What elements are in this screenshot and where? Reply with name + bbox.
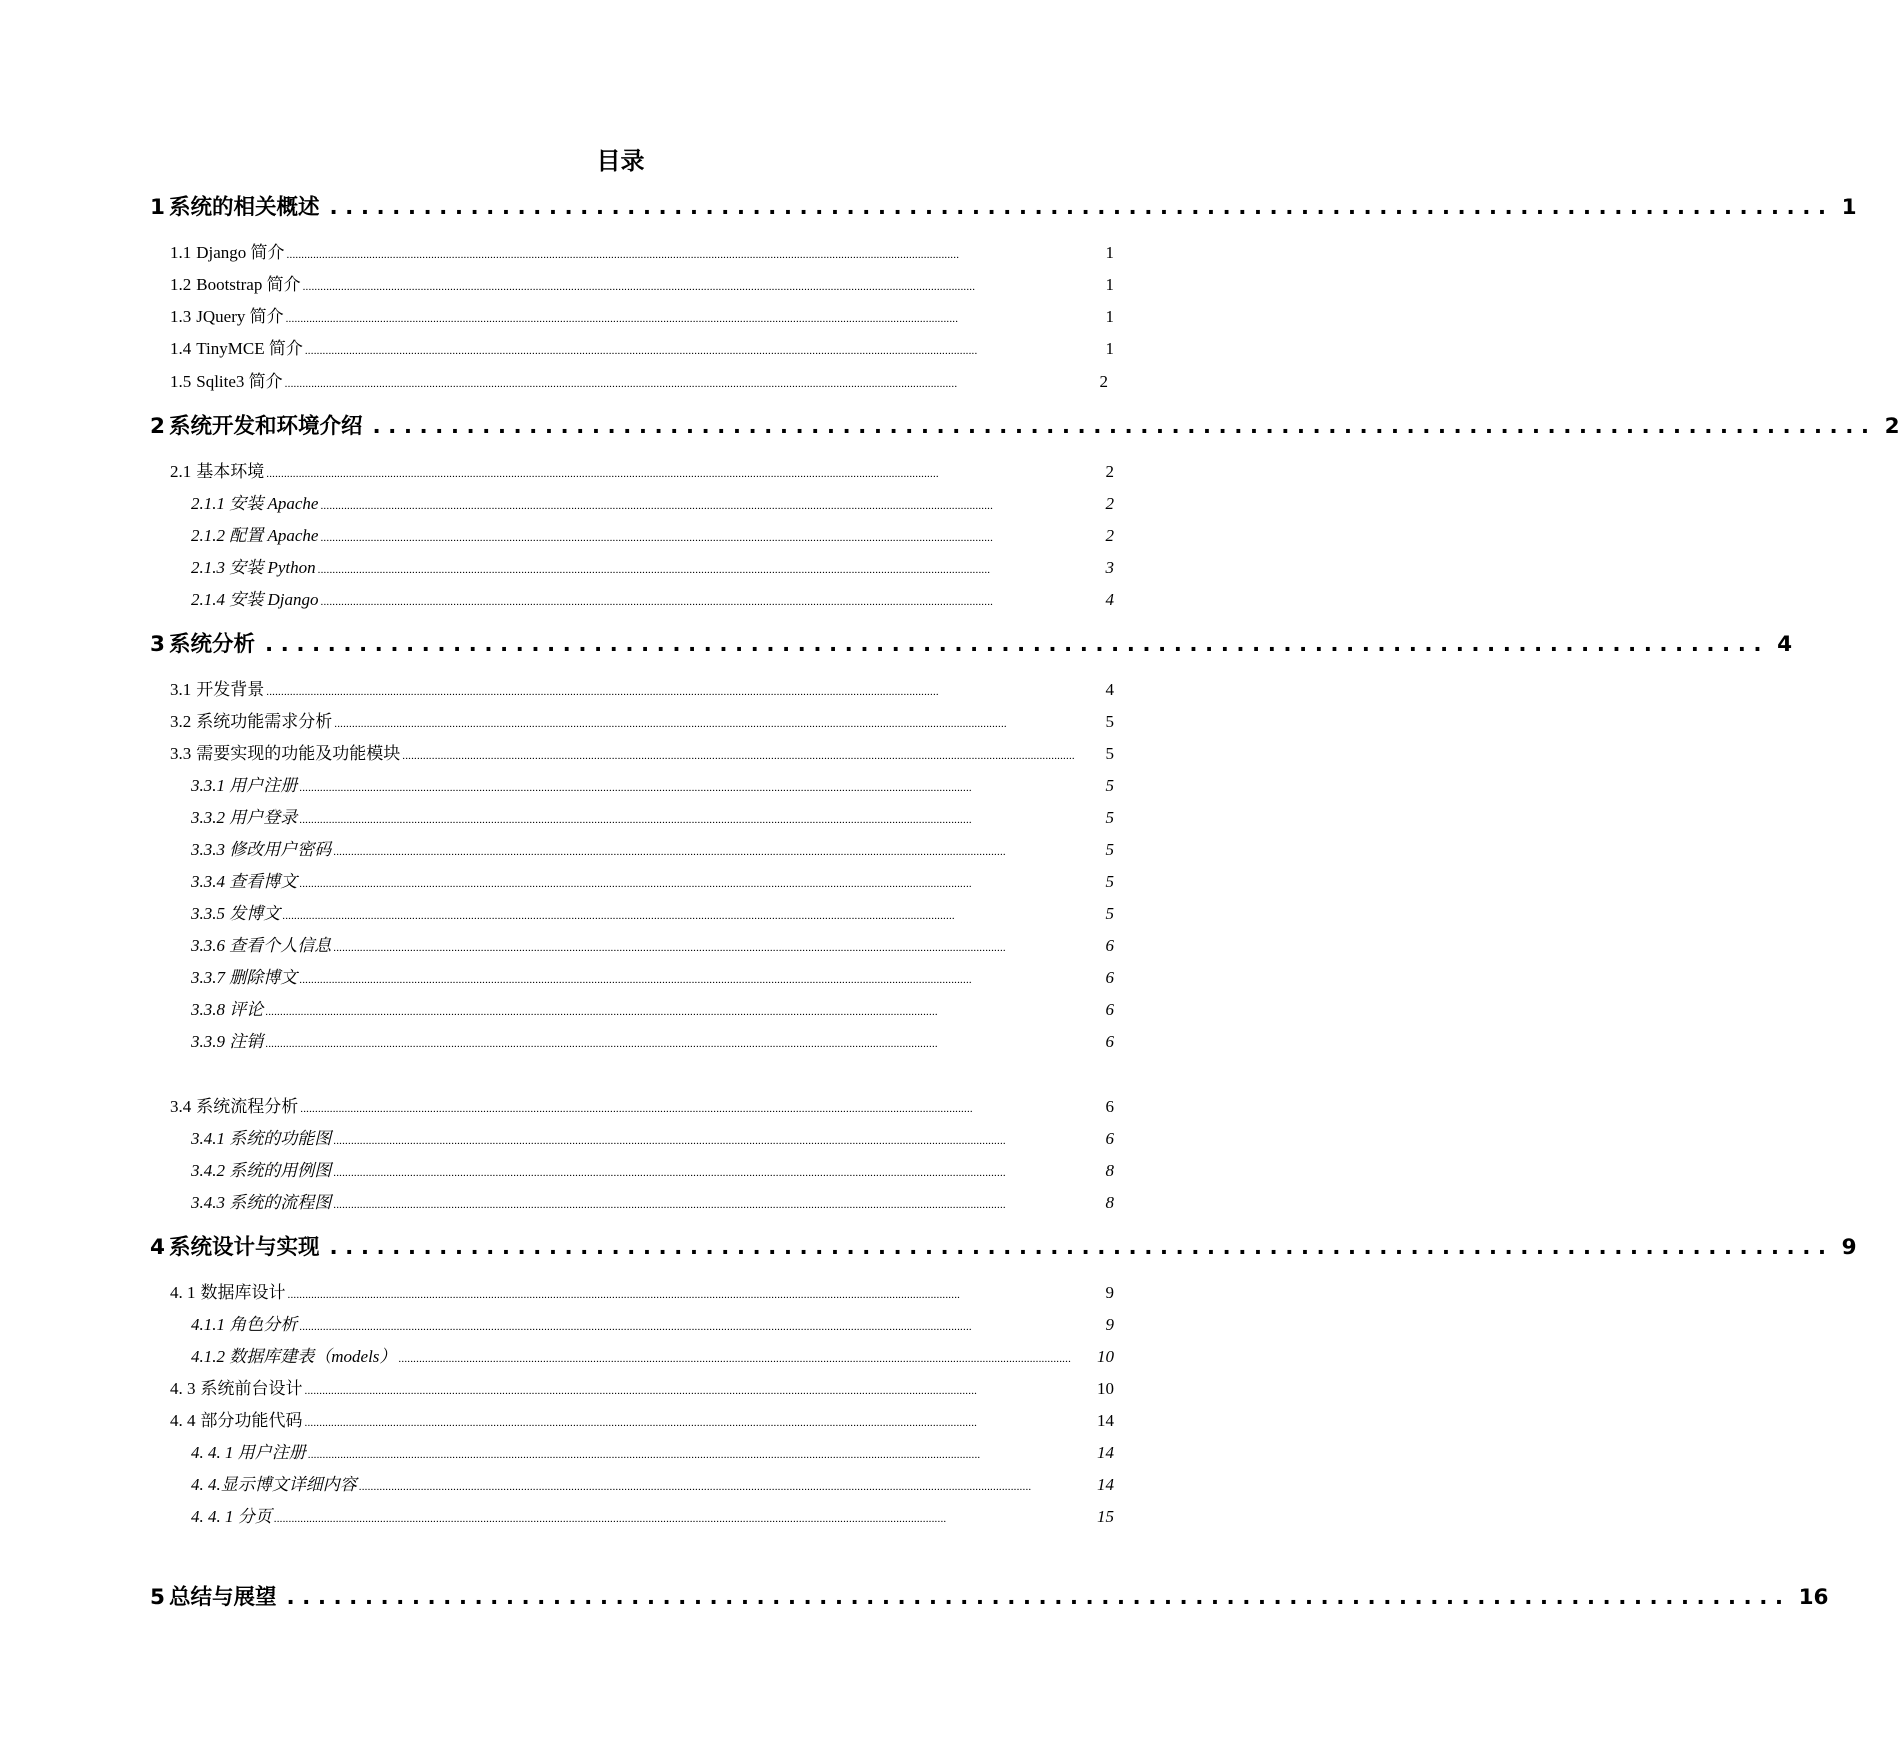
toc-chapter-2[interactable]: [150, 412, 1900, 442]
toc-section-3-3[interactable]: [170, 742, 1114, 768]
dot-leader: ....................................................................................................................................................................................................................................: [320, 532, 994, 544]
toc-page-number: 5: [1105, 776, 1114, 795]
toc-title: 需要实现的功能及功能模块: [196, 744, 401, 763]
dot-leader: ................................................................................................: [286, 1585, 1791, 1610]
toc-number: 3.3: [170, 744, 192, 763]
toc-number: 4. 3: [170, 1379, 196, 1398]
toc-number: 2.1.4: [191, 590, 225, 609]
toc-page-number: 1: [1105, 339, 1114, 358]
toc-title: 部分功能代码: [200, 1411, 303, 1430]
dot-leader: ....................................................................................................................................................................................................................................: [299, 974, 972, 986]
toc-page-number: 9: [1841, 1235, 1857, 1260]
toc-page-number: 2: [1105, 526, 1114, 545]
toc-title: 用户注册: [229, 776, 298, 795]
toc-number: 1: [150, 195, 165, 220]
toc-title: 安装 Django: [229, 590, 319, 609]
toc-page-number: 5: [1105, 904, 1114, 923]
dot-leader: ....................................................................................................................................................................................................................................: [299, 782, 972, 794]
dot-leader: ....................................................................................................................................................................................................................................: [287, 1289, 961, 1301]
dot-leader: ....................................................................................................................................................................................................................................: [282, 910, 955, 922]
toc-page-number: 6: [1105, 968, 1114, 987]
dot-leader: ....................................................................................................................................................................................................................................: [266, 468, 939, 480]
dot-leader: ....................................................................................................................................................................................................................................: [304, 345, 978, 357]
toc-chapter-4[interactable]: [150, 1233, 1857, 1263]
toc-number: 3.3.7: [191, 968, 225, 987]
toc-title: 配置 Apache: [229, 526, 319, 545]
toc-number: 3.3.3: [191, 840, 225, 859]
dot-leader: ....................................................................................................................................................................................................................................: [307, 1449, 981, 1461]
toc-title: 数据库设计: [200, 1283, 286, 1302]
dot-leader: ....................................................................................................................................................................................................................................: [333, 1135, 1006, 1147]
dot-leader: ....................................................................................................................................................................................................................................: [265, 1006, 938, 1018]
dot-leader: ....................................................................................................................................................................................................................................: [317, 564, 991, 576]
toc-page-number: 8: [1105, 1193, 1114, 1212]
toc-number: 1.3: [170, 307, 192, 326]
toc-section-1-1[interactable]: [170, 241, 1114, 267]
toc-number: 2.1: [170, 462, 192, 481]
toc-subsection-3-4-2[interactable]: [191, 1159, 1114, 1185]
toc-number: 4. 4.: [191, 1475, 221, 1494]
toc-chapter-5[interactable]: [150, 1583, 1829, 1613]
toc-page-number: 8: [1105, 1161, 1114, 1180]
toc-page-number: 5: [1105, 872, 1114, 891]
toc-page-number: 14: [1097, 1411, 1114, 1430]
toc-page-number: 3: [1105, 558, 1114, 577]
toc-section-4-1[interactable]: [170, 1281, 1114, 1307]
toc-page-number: 4: [1105, 590, 1114, 609]
toc-title: 系统的用例图: [229, 1161, 332, 1180]
toc-page-number: 10: [1097, 1347, 1114, 1366]
page-title: 目录: [596, 147, 645, 175]
toc-subsection-2-1-1[interactable]: [191, 492, 1114, 518]
toc-page-number: 6: [1105, 936, 1114, 955]
toc-title: 系统流程分析: [196, 1097, 299, 1116]
toc-page-number: 2: [1099, 372, 1108, 391]
toc-title: 安装 Python: [229, 558, 316, 577]
toc-title: 数据库建表（models）: [229, 1347, 397, 1366]
toc-section-4-3[interactable]: [170, 1377, 1114, 1403]
toc-subsection-3-3-9[interactable]: [191, 1030, 1114, 1056]
dot-leader: ....................................................................................................................................................................................................................................: [266, 686, 939, 698]
toc-section-1-2[interactable]: [170, 273, 1114, 299]
dot-leader: ....................................................................................................................................................................................................................................: [265, 1038, 938, 1050]
toc-number: 3.1: [170, 680, 192, 699]
dot-leader: ................................................................................................: [264, 632, 1770, 657]
toc-number: 3.4.1: [191, 1129, 225, 1148]
dot-leader: ................................................................................................: [329, 1235, 1834, 1260]
toc-page-number: 6: [1105, 1097, 1114, 1116]
toc-page-number: 1: [1105, 275, 1114, 294]
toc-number: 1.5: [170, 372, 192, 391]
toc-title: 系统前台设计: [200, 1379, 303, 1398]
toc-section-2-1[interactable]: [170, 460, 1114, 486]
dot-leader: ....................................................................................................................................................................................................................................: [334, 718, 1007, 730]
toc-number: 5: [150, 1585, 165, 1610]
toc-title: 分页: [237, 1507, 272, 1526]
toc-subsection-3-4-3[interactable]: [191, 1191, 1114, 1217]
toc-page-number: 9: [1105, 1315, 1114, 1334]
toc-section-3-1[interactable]: [170, 678, 1114, 704]
toc-page-number: 6: [1105, 1129, 1114, 1148]
dot-leader: ....................................................................................................................................................................................................................................: [302, 281, 976, 293]
toc-title: 用户登录: [229, 808, 298, 827]
toc-number: 1.4: [170, 339, 192, 358]
toc-subsection-2-1-3[interactable]: [191, 556, 1114, 582]
toc-subsection-3-4-1[interactable]: [191, 1127, 1114, 1153]
dot-leader: ....................................................................................................................................................................................................................................: [320, 596, 994, 608]
toc-subsection-3-3-5[interactable]: [191, 902, 1114, 928]
toc-number: 4. 4. 1: [191, 1507, 234, 1526]
toc-subsection-2-1-4[interactable]: [191, 588, 1114, 614]
toc-number: 4. 1: [170, 1283, 196, 1302]
dot-leader: ................................................................................................: [372, 414, 1877, 439]
dot-leader: ....................................................................................................................................................................................................................................: [304, 1385, 978, 1397]
toc-page-number: 10: [1097, 1379, 1114, 1398]
toc-number: 2.1.2: [191, 526, 225, 545]
toc-number: 3.3.6: [191, 936, 225, 955]
toc-title: 用户注册: [237, 1443, 306, 1462]
toc-title: 系统开发和环境介绍: [168, 414, 363, 439]
dot-leader: ....................................................................................................................................................................................................................................: [402, 750, 1075, 762]
toc-page-number: 1: [1105, 307, 1114, 326]
toc-number: 2: [150, 414, 165, 439]
toc-title: 基本环境: [196, 462, 265, 481]
toc-page-number: 2: [1105, 462, 1114, 481]
toc-title: 系统的功能图: [229, 1129, 332, 1148]
toc-number: 3.4.3: [191, 1193, 225, 1212]
toc-title: 修改用户密码: [229, 840, 332, 859]
dot-leader: ....................................................................................................................................................................................................................................: [273, 1513, 947, 1525]
toc-title: 显示博文详细内容: [220, 1475, 357, 1494]
toc-title: 系统功能需求分析: [196, 712, 333, 731]
toc-page-number: 14: [1097, 1475, 1114, 1494]
toc-page-number: 9: [1105, 1283, 1114, 1302]
toc-page-number: 14: [1097, 1443, 1114, 1462]
toc-title: 系统分析: [168, 632, 255, 657]
toc-page-number: 6: [1105, 1000, 1114, 1019]
toc-number: 4: [150, 1235, 165, 1260]
toc-number: 3.4.2: [191, 1161, 225, 1180]
toc-page-number: 5: [1105, 744, 1114, 763]
toc-number: 1.2: [170, 275, 192, 294]
toc-page-number: 5: [1105, 712, 1114, 731]
toc-title: 评论: [229, 1000, 264, 1019]
toc-title: 系统设计与实现: [168, 1235, 320, 1260]
toc-title: 安装 Apache: [229, 494, 319, 513]
toc-page-number: 4: [1777, 632, 1793, 657]
toc-title: 发博文: [229, 904, 281, 923]
toc-page-number: 2: [1884, 414, 1900, 439]
toc-number: 3.3.4: [191, 872, 225, 891]
toc-subsection-4-1-1[interactable]: [191, 1313, 1114, 1339]
dot-leader: ....................................................................................................................................................................................................................................: [304, 1417, 978, 1429]
toc-number: 3.3.5: [191, 904, 225, 923]
toc-page-number: 5: [1105, 840, 1114, 859]
dot-leader: ....................................................................................................................................................................................................................................: [300, 1103, 973, 1115]
toc-subsection-3-3-1[interactable]: [191, 774, 1114, 800]
toc-title: 开发背景: [196, 680, 265, 699]
toc-title: Django 简介: [196, 243, 285, 262]
toc-subsection-3-3-4[interactable]: [191, 870, 1114, 896]
toc-title: 注销: [229, 1032, 264, 1051]
toc-number: 1.1: [170, 243, 192, 262]
toc-number: 4.1.1: [191, 1315, 225, 1334]
toc-number: 4. 4. 1: [191, 1443, 234, 1462]
toc-title: 删除博文: [229, 968, 298, 987]
toc-subsection-3-3-2[interactable]: [191, 806, 1114, 832]
toc-section-4-4[interactable]: [170, 1409, 1114, 1435]
toc-number: 3: [150, 632, 165, 657]
dot-leader: ....................................................................................................................................................................................................................................: [286, 249, 960, 261]
toc-title: TinyMCE 简介: [196, 339, 303, 358]
toc-section-1-3[interactable]: [170, 305, 1114, 331]
toc-number: 4.1.2: [191, 1347, 225, 1366]
dot-leader: ....................................................................................................................................................................................................................................: [333, 942, 1006, 954]
toc-subsection-4-1-2[interactable]: [191, 1345, 1114, 1371]
toc-subsection-4-4-3[interactable]: [191, 1505, 1114, 1531]
dot-leader: ....................................................................................................................................................................................................................................: [358, 1481, 1032, 1493]
toc-subsection-4-4-1[interactable]: [191, 1441, 1114, 1467]
toc-number: 3.4: [170, 1097, 192, 1116]
toc-page-number: 6: [1105, 1032, 1114, 1051]
toc-page-number: 15: [1097, 1507, 1114, 1526]
toc-subsection-4-4-2[interactable]: [191, 1473, 1114, 1499]
toc-number: 4. 4: [170, 1411, 196, 1430]
toc-page-number: 1: [1105, 243, 1114, 262]
toc-title: 查看博文: [229, 872, 298, 891]
toc-title: 查看个人信息: [229, 936, 332, 955]
toc-page-number: 16: [1798, 1585, 1829, 1610]
dot-leader: ....................................................................................................................................................................................................................................: [333, 1199, 1006, 1211]
dot-leader: ....................................................................................................................................................................................................................................: [333, 1167, 1006, 1179]
toc-number: 3.3.1: [191, 776, 225, 795]
dot-leader: ....................................................................................................................................................................................................................................: [284, 378, 958, 390]
toc-title: 总结与展望: [168, 1585, 277, 1610]
dot-leader: ....................................................................................................................................................................................................................................: [320, 500, 994, 512]
dot-leader: ....................................................................................................................................................................................................................................: [299, 878, 972, 890]
toc-subsection-3-3-8[interactable]: [191, 998, 1114, 1024]
toc-page-number: 2: [1105, 494, 1114, 513]
toc-section-1-5[interactable]: [170, 370, 1108, 396]
toc-subsection-3-3-7[interactable]: [191, 966, 1114, 992]
toc-number: 3.3.8: [191, 1000, 225, 1019]
dot-leader: ....................................................................................................................................................................................................................................: [285, 313, 959, 325]
toc-number: 2.1.3: [191, 558, 225, 577]
toc-chapter-3[interactable]: [150, 630, 1793, 660]
toc-page-number: 1: [1841, 195, 1857, 220]
toc-section-1-4[interactable]: [170, 337, 1114, 363]
dot-leader: ....................................................................................................................................................................................................................................: [333, 846, 1006, 858]
dot-leader: ....................................................................................................................................................................................................................................: [299, 814, 972, 826]
toc-title: Bootstrap 简介: [196, 275, 301, 294]
dot-leader: ....................................................................................................................................................................................................................................: [299, 1321, 972, 1333]
toc-title: 系统的相关概述: [168, 195, 320, 220]
toc-title: JQuery 简介: [196, 307, 284, 326]
toc-subsection-3-3-6[interactable]: [191, 934, 1114, 960]
toc-section-3-4[interactable]: [170, 1095, 1114, 1121]
dot-leader: ................................................................................................: [329, 195, 1834, 220]
toc-chapter-1[interactable]: [150, 193, 1857, 223]
toc-number: 3.2: [170, 712, 192, 731]
toc-number: 2.1.1: [191, 494, 225, 513]
toc-page-number: 5: [1105, 808, 1114, 827]
toc-title: 角色分析: [229, 1315, 298, 1334]
toc-title: 系统的流程图: [229, 1193, 332, 1212]
toc-number: 3.3.9: [191, 1032, 225, 1051]
toc-title: Sqlite3 简介: [196, 372, 283, 391]
toc-subsection-2-1-2[interactable]: [191, 524, 1114, 550]
toc-section-3-2[interactable]: [170, 710, 1114, 736]
toc-number: 3.3.2: [191, 808, 225, 827]
dot-leader: ....................................................................................................................................................................................................................................: [398, 1353, 1072, 1365]
toc-subsection-3-3-3[interactable]: [191, 838, 1114, 864]
toc-page-number: 4: [1105, 680, 1114, 699]
